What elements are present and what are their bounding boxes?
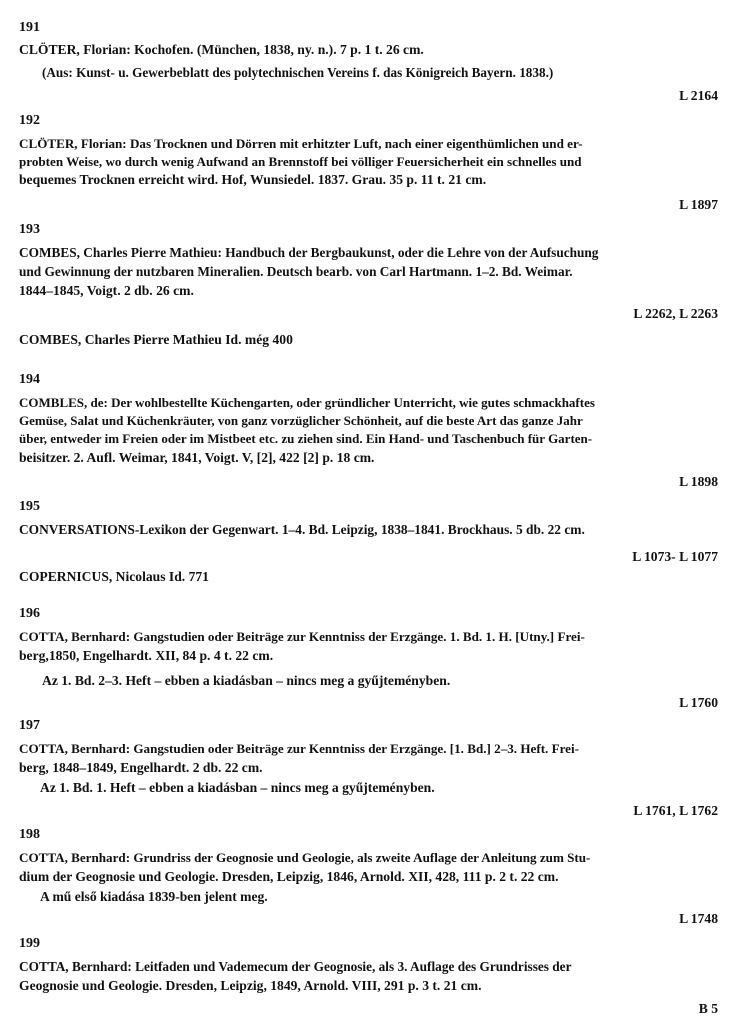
shelf-code: L 2164 — [679, 88, 718, 103]
entry-number: 197 — [19, 718, 40, 733]
shelf-code: L 1748 — [679, 911, 718, 926]
entry-number: 194 — [19, 372, 40, 387]
shelf-code: B 5 — [698, 1001, 718, 1016]
entry-text: bequemes Trocknen erreicht wird. Hof, Wunsiedel. 1837. Grau. 35 p. 11 t. 21 cm. — [19, 172, 487, 187]
shelf-code: L 1073- L 1077 — [632, 549, 718, 564]
entry-number: 196 — [19, 606, 40, 621]
entry-text: Gemüse, Salat und Küchenkräuter, von ganz vorzüglicher Schönheit, auf die beste Art das ganze Jahr — [19, 413, 583, 428]
entry-text: probten Weise, wo durch wenig Aufwand an Brennstoff bei völliger Feuersicherheit ein schnelles und — [19, 154, 582, 169]
entry-note: (Aus: Kunst- u. Gewerbeblatt des polytechnischen Vereins f. das Königreich Bayern. 1838.) — [42, 65, 554, 80]
entry-text: CLÖTER, Florian: Kochofen. (München, 1838, ny. n.). 7 p. 1 t. 26 cm. — [19, 42, 424, 57]
entry-text: COMBES, Charles Pierre Mathieu: Handbuch der Bergbaukunst, oder die Lehre von der Aufsuchung — [19, 245, 599, 260]
entry-text: berg,1850, Engelhardt. XII, 84 p. 4 t. 22 cm. — [19, 648, 274, 663]
entry-text: CLÖTER, Florian: Das Trocknen und Dörren mit erhitzter Luft, nach einer eigenthümlichen und er- — [19, 136, 583, 151]
entry-text: COTTA, Bernhard: Gangstudien oder Beiträge zur Kenntniss der Erzgänge. 1. Bd. 1. H. [Utny.] Frei- — [19, 629, 585, 644]
entry-text: berg, 1848–1849, Engelhardt. 2 db. 22 cm. — [19, 760, 263, 775]
entry-text: 1844–1845, Voigt. 2 db. 26 cm. — [19, 283, 194, 298]
entry-note: Az 1. Bd. 1. Heft – ebben a kiadásban – nincs meg a gyűjteményben. — [40, 780, 435, 795]
cross-reference: COPERNICUS, Nicolaus Id. 771 — [19, 569, 209, 584]
entry-text: Geognosie und Geologie. Dresden, Leipzig, 1849, Arnold. VIII, 291 p. 3 t. 21 cm. — [19, 978, 482, 993]
entry-number: 192 — [19, 113, 40, 128]
entry-text: COTTA, Bernhard: Grundriss der Geognosie und Geologie, als zweite Auflage der Anleitung zum Stu- — [19, 850, 591, 865]
entry-text: COMBLES, de: Der wohlbestellte Küchengarten, oder gründlicher Unterricht, wie gutes schmackhaftes — [19, 395, 595, 410]
entry-text: COTTA, Bernhard: Gangstudien oder Beiträge zur Kenntniss der Erzgänge. [1. Bd.] 2–3. Heft. Frei- — [19, 741, 579, 756]
cross-reference: COMBES, Charles Pierre Mathieu Id. még 400 — [19, 332, 293, 347]
shelf-code: L 1897 — [679, 197, 718, 212]
entry-text: CONVERSATIONS-Lexikon der Gegenwart. 1–4. Bd. Leipzig, 1838–1841. Brockhaus. 5 db. 22 cm. — [19, 522, 585, 537]
entry-number: 191 — [19, 20, 40, 35]
entry-text: COTTA, Bernhard: Leitfaden und Vademecum der Geognosie, als 3. Auflage des Grundrisses der — [19, 959, 572, 974]
entry-number: 199 — [19, 936, 40, 951]
entry-text: und Gewinnung der nutzbaren Mineralien. Deutsch bearb. von Carl Hartmann. 1–2. Bd. Weimar. — [19, 264, 573, 279]
shelf-code: L 1898 — [679, 474, 718, 489]
entry-text: beisitzer. 2. Aufl. Weimar, 1841, Voigt. V, [2], 422 [2] p. 18 cm. — [19, 450, 375, 465]
entry-text: über, entweder im Freien oder im Mistbeet etc. zu ziehen sind. Ein Hand- und Taschenbuch für Garten- — [19, 431, 593, 446]
shelf-code: L 1760 — [679, 695, 718, 710]
entry-note: Az 1. Bd. 2–3. Heft – ebben a kiadásban – nincs meg a gyűjteményben. — [42, 673, 451, 688]
entry-note: A mű első kiadása 1839-ben jelent meg. — [40, 889, 268, 904]
entry-number: 193 — [19, 222, 40, 237]
entry-number: 195 — [19, 499, 40, 514]
entry-number: 198 — [19, 827, 40, 842]
shelf-code: L 2262, L 2263 — [633, 306, 718, 321]
entry-text: dium der Geognosie und Geologie. Dresden, Leipzig, 1846, Arnold. XII, 428, 111 p. 2 t. 22 cm. — [19, 869, 559, 884]
shelf-code: L 1761, L 1762 — [633, 803, 718, 818]
